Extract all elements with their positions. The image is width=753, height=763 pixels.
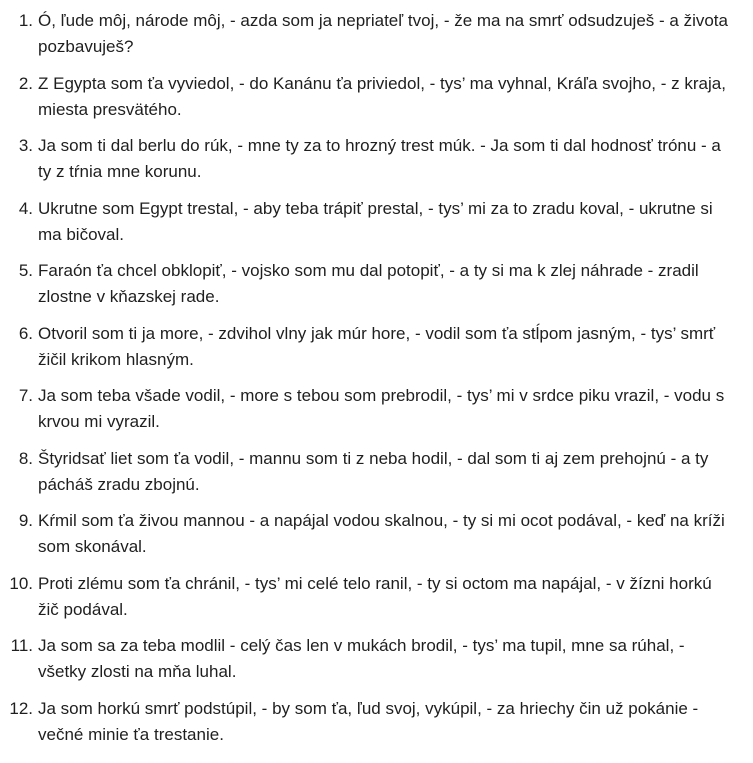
verse-number: 8.	[18, 448, 33, 468]
verse-item	[0, 446, 753, 498]
verse-text: Ja som teba všade vodil, - more s tebou som prebrodil, - tys’ mi v srdce piku vrazil, - vodu s krvou mi vyrazil.	[38, 386, 725, 431]
verse-item	[0, 8, 753, 60]
verse-number: 10.	[9, 573, 33, 593]
verse-item	[0, 321, 753, 373]
verse-item	[0, 696, 753, 748]
verse-text: Ukrutne som Egypt trestal, - aby teba trápiť prestal, - tys’ mi za to zradu koval, - ukrutne si ma bičoval.	[38, 198, 713, 244]
verse-text: Z Egypta som ťa vyviedol, - do Kanánu ťa priviedol, - tys’ ma vyhnal, Kráľa svojho, - z kraja, miesta presvätého.	[38, 73, 726, 119]
verse-number: 5.	[18, 261, 33, 280]
verse-number: 7.	[18, 386, 33, 405]
verse-text: Ja som horkú smrť podstúpil, - by som ťa, ľud svoj, vykúpil, - za hriechy čin už pokánie - večné minie ťa trestanie.	[38, 698, 699, 744]
verse-number: 9.	[18, 511, 33, 530]
verse-number: 4.	[18, 198, 33, 218]
verse-text: Ja som sa za teba modlil - celý čas len v mukách brodil, - tys’ ma tupil, mne sa rúhal, - všetky zlosti na mňa luhal.	[38, 636, 685, 681]
verse-text: Ja som ti dal berlu do rúk, - mne ty za to hrozný trest múk. - Ja som ti dal hodnosť trónu - a ty z tŕnia mne korunu.	[38, 136, 721, 181]
verse-item	[0, 258, 753, 310]
verse-text: Kŕmil som ťa živou mannou - a napájal vodou skalnou, - ty si mi ocot podával, - keď na kríži som skonával.	[38, 511, 725, 556]
verse-number: 2.	[18, 73, 33, 93]
verse-item	[0, 508, 753, 560]
verse-item	[0, 133, 753, 185]
verse-text: Štyridsať liet som ťa vodil, - mannu som ti z neba hodil, - dal som ti aj zem prehojnú - a ty pácháš zradu zbojnú.	[38, 448, 709, 494]
verse-number: 11.	[10, 636, 33, 655]
verse-item	[0, 383, 753, 435]
verse-text: Otvoril som ti ja more, - zdvihol vlny jak múr hore, - vodil som ťa stĺpom jasným, - tys’ smrť žičil krikom hlasným.	[38, 323, 716, 369]
verse-text: Faraón ťa chcel obklopiť, - vojsko som mu dal potopiť, - a ty si ma k zlej náhrade - zradil zlostne v kňazskej rade.	[38, 261, 699, 306]
verse-item	[0, 633, 753, 685]
verse-number: 12.	[9, 698, 33, 718]
verse-number: 3.	[18, 136, 33, 155]
verse-list	[0, 8, 753, 758]
verse-text: Ó, ľude môj, národe môj, - azda som ja nepriateľ tvoj, - že ma na smrť odsudzuješ - a života pozbavuješ?	[38, 11, 728, 56]
verse-item	[0, 71, 753, 123]
verse-number: 6.	[18, 323, 33, 343]
verse-item	[0, 571, 753, 623]
verse-text: Proti zlému som ťa chránil, - tys’ mi celé telo ranil, - ty si octom ma napájal, - v žízni horkú žič podával.	[38, 573, 712, 619]
verse-item	[0, 196, 753, 248]
verse-number: 1.	[18, 11, 33, 30]
